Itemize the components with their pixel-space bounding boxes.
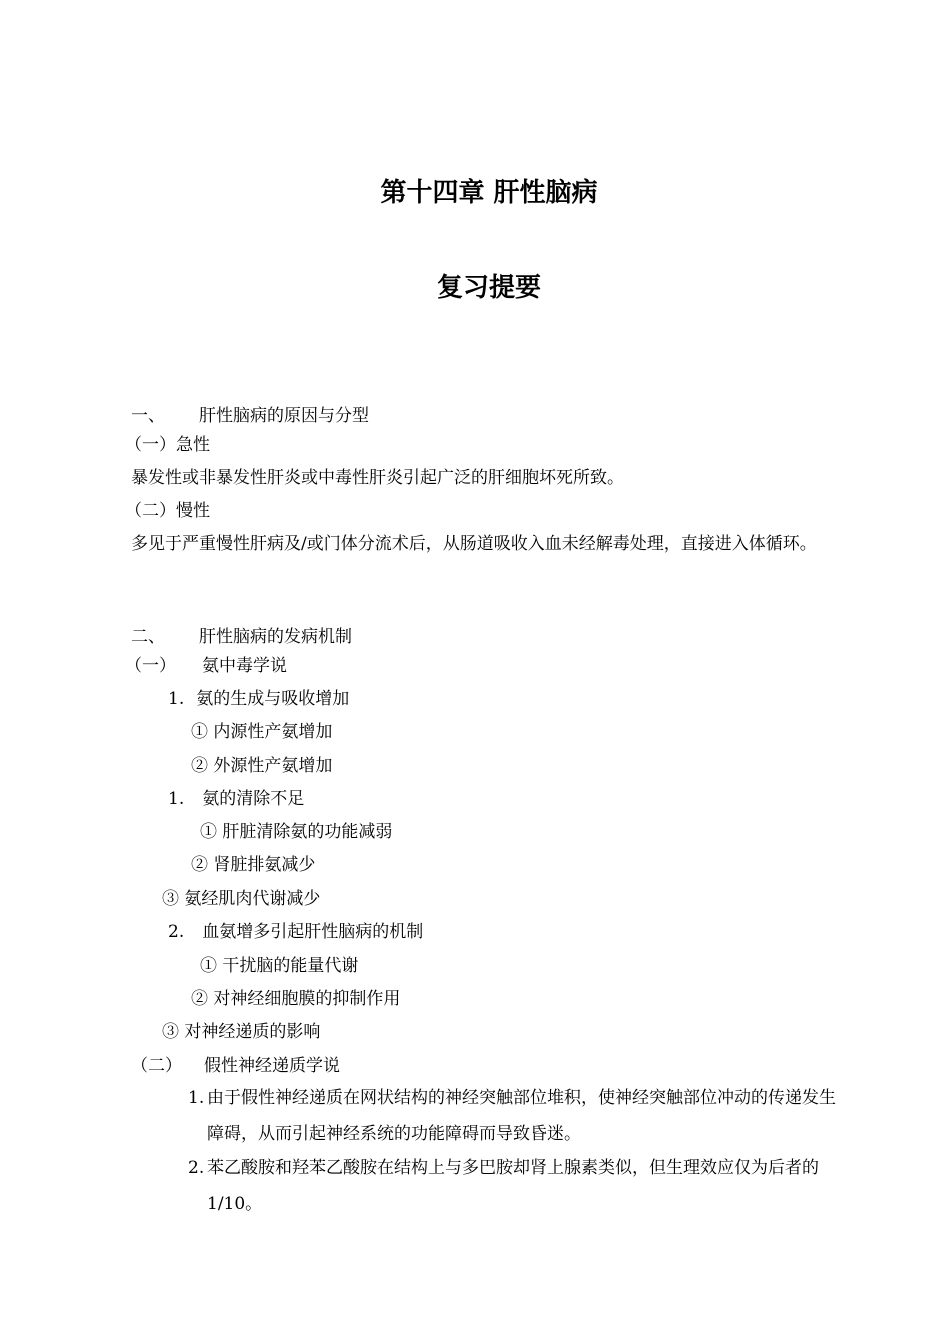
section-1-heading [131,404,369,428]
subtitle: 复习提要 [436,273,541,303]
chapter-title: 第十四章 肝性脑病 [380,178,598,208]
item-false-neurotransmitter-2: 2. 苯乙酸胺和羟苯乙酸胺在结构上与多巴胺却肾上腺素类似，但生理效应仅为后者的1/10。 [188,1158,819,1214]
item-ammonia-clearance: 1. 氨的清除不足 [168,789,305,809]
section-2-label: 二、 [131,627,165,647]
item-kidney-excretion: ② 肾脏排氨减少 [191,855,316,875]
item-membrane-inhibition: ② 对神经细胞膜的抑制作用 [191,989,401,1009]
subsection-ammonia-title: 氨中毒学说 [202,656,287,676]
subsection-chronic-text: 多见于严重慢性肝病及/或门体分流术后，从肠道吸收入血未经解毒处理，直接进入体循环。 [131,534,817,554]
section-2-heading [131,625,352,649]
item-ammonia-production: 1. 氨的生成与吸收增加 [168,689,350,709]
item-false-neurotransmitter-1: 1. 由于假性神经递质在网状结构的神经突触部位堆积，使神经突触部位冲动的传递发生障碍，从而引起神经系统的功能障碍而导致昏迷。 [188,1088,836,1144]
item-muscle-metabolism: ③ 氨经肌肉代谢减少 [162,889,321,909]
item-ammonia-mechanism: 2. 血氨增多引起肝性脑病的机制 [168,922,424,942]
item-neurotransmitter-effect: ③ 对神经递质的影响 [162,1022,321,1042]
subsection-ammonia-label: （一） [125,656,176,676]
subsection-ammonia-heading [125,654,287,678]
subsection-chronic-label: （二）慢性 [125,501,210,521]
item-liver-clearance: ① 肝脏清除氨的功能减弱 [200,822,393,842]
subsection-false-neurotransmitter-label: （二） [131,1056,182,1076]
section-1-label: 一、 [131,406,165,426]
item-exogenous: ② 外源性产氨增加 [191,756,333,776]
item-endogenous: ① 内源性产氨增加 [191,722,333,742]
item-energy-metabolism: ① 干扰脑的能量代谢 [200,956,359,976]
subsection-acute-label: （一）急性 [125,435,210,455]
section-1-title: 肝性脑病的原因与分型 [199,406,369,426]
section-2-title: 肝性脑病的发病机制 [199,627,352,647]
subsection-false-neurotransmitter-title: 假性神经递质学说 [204,1056,340,1076]
subsection-false-neurotransmitter-heading [131,1054,340,1078]
subsection-acute-text: 暴发性或非暴发性肝炎或中毒性肝炎引起广泛的肝细胞坏死所致。 [131,468,624,488]
